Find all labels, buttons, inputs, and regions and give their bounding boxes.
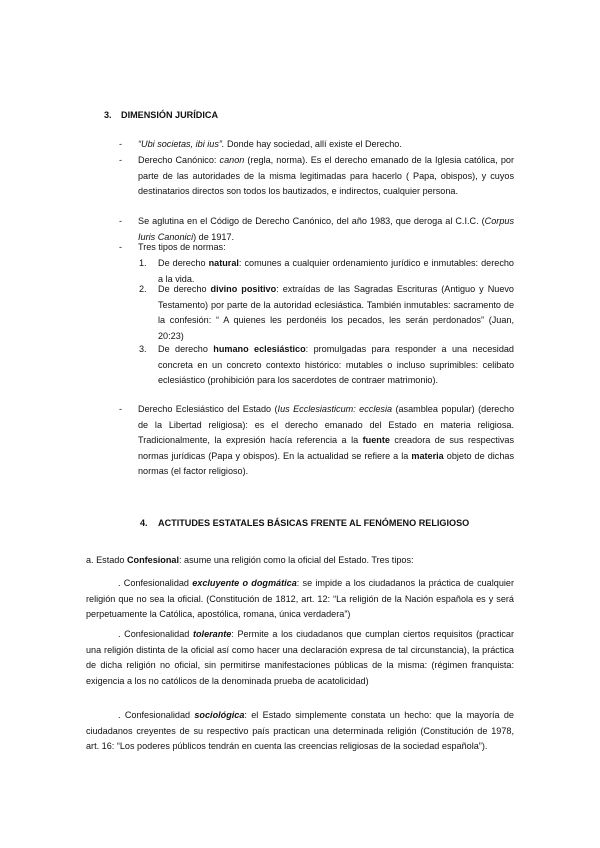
confesionalidad-sociologica: . Confesionalidad sociológica: el Estado simplemente constata un hecho: que la mayoría de ciudadanos creyentes de su respectivo país practican una determinada religión (Constitución de 1978, art. 16: “Los poderes públicos tendrán en cuenta las creencias religiosas de la sociedad española”). [86, 710, 514, 752]
list-item-ubi-societas: - “Ubi societas, ibi ius”. Donde hay sociedad, allí existe el Derecho. [138, 137, 514, 153]
list-item-derecho-eclesiastico: - Derecho Eclesiástico del Estado (Ius Ecclesiasticum: ecclesia (asamblea popular) (derecho de la Libertad religiosa): es el derecho emanado del Estado en materia religiosa. Tradicionalmente, la expresión hacía referencia a la fuente creadora de sus respectivas normas jurídicas (Papa y obispos). En la actualidad se refiere a la materia objeto de dichas normas (el factor religioso). [138, 402, 514, 480]
section-number: 4. [140, 518, 148, 528]
section-4-heading [140, 516, 469, 532]
list-item-derecho-canonico: - Derecho Canónico: canon (regla, norma). Es el derecho emanado de la Iglesia católica, por parte de las autoridades de la misma legitimadas para hacerlo ( Papa, obispos), y cuyos destinatarios directos son todos los bautizados, e indirectos, cualquier persona. [138, 153, 514, 200]
section-number: 3. [104, 110, 112, 120]
latin-quote: “Ubi societas, ibi ius”. [138, 139, 225, 149]
confesionalidad-excluyente: . Confesionalidad excluyente o dogmática: se impide a los ciudadanos la práctica de cualquier religión que no sea la oficial. (Constitución de 1812, art. 12: “La religión de la Nación española es y será perpetuamente la Católica, apostólica, romana, única verdadera”) [86, 578, 514, 620]
estado-confesional-intro: a. Estado Confesional: asume una religión como la oficial del Estado. Tres tipos: [86, 555, 414, 565]
norm-type-humano-eclesiastico: 3. De derecho humano eclesiástico: promulgadas para responder a una necesidad concreta en un concreto contexto histórico: mutables o incluso suprimibles: celibato eclesiástico (prohibición para los sacerdotes de contraer matrimonio). [139, 344, 514, 386]
list-item-codigo: - Se aglutina en el Código de Derecho Canónico, del año 1983, que deroga al C.I.C. (Corpus Iuris Canonici) de 1917. [138, 214, 514, 245]
norm-type-natural: 1. De derecho natural: comunes a cualquier ordenamiento jurídico e inmutables: derecho a la vida. [139, 258, 514, 284]
section-title: ACTITUDES ESTATALES BÁSICAS FRENTE AL FENÓMENO RELIGIOSO [158, 518, 470, 528]
norm-type-divino-positivo: 2. De derecho divino positivo: extraídas de las Sagradas Escrituras (Antiguo y Nuevo Testamento) por parte de la autoridad eclesiástica. También inmutables: sacramento de la confesión: “ A quienes les perdonéis los pecados, les serán perdonados” (Juan, 20:23) [139, 284, 514, 341]
list-item-tres-tipos: - Tres tipos de normas: [138, 240, 514, 256]
section-3-heading [104, 108, 218, 124]
section-title: DIMENSIÓN JURÍDICA [121, 110, 219, 120]
confesionalidad-tolerante: . Confesionalidad tolerante: Permite a los ciudadanos que cumplan ciertos requisitos (practicar una religión distinta de la oficial así como hacer una declaración expresa de tal circunstancia), la práctica de dicha religión no oficial, sin permitirse manifestaciones públicas de la misma: (régimen franquista: exigencia a los no católicos de la denominada prueba de acatolicidad) [86, 629, 514, 686]
